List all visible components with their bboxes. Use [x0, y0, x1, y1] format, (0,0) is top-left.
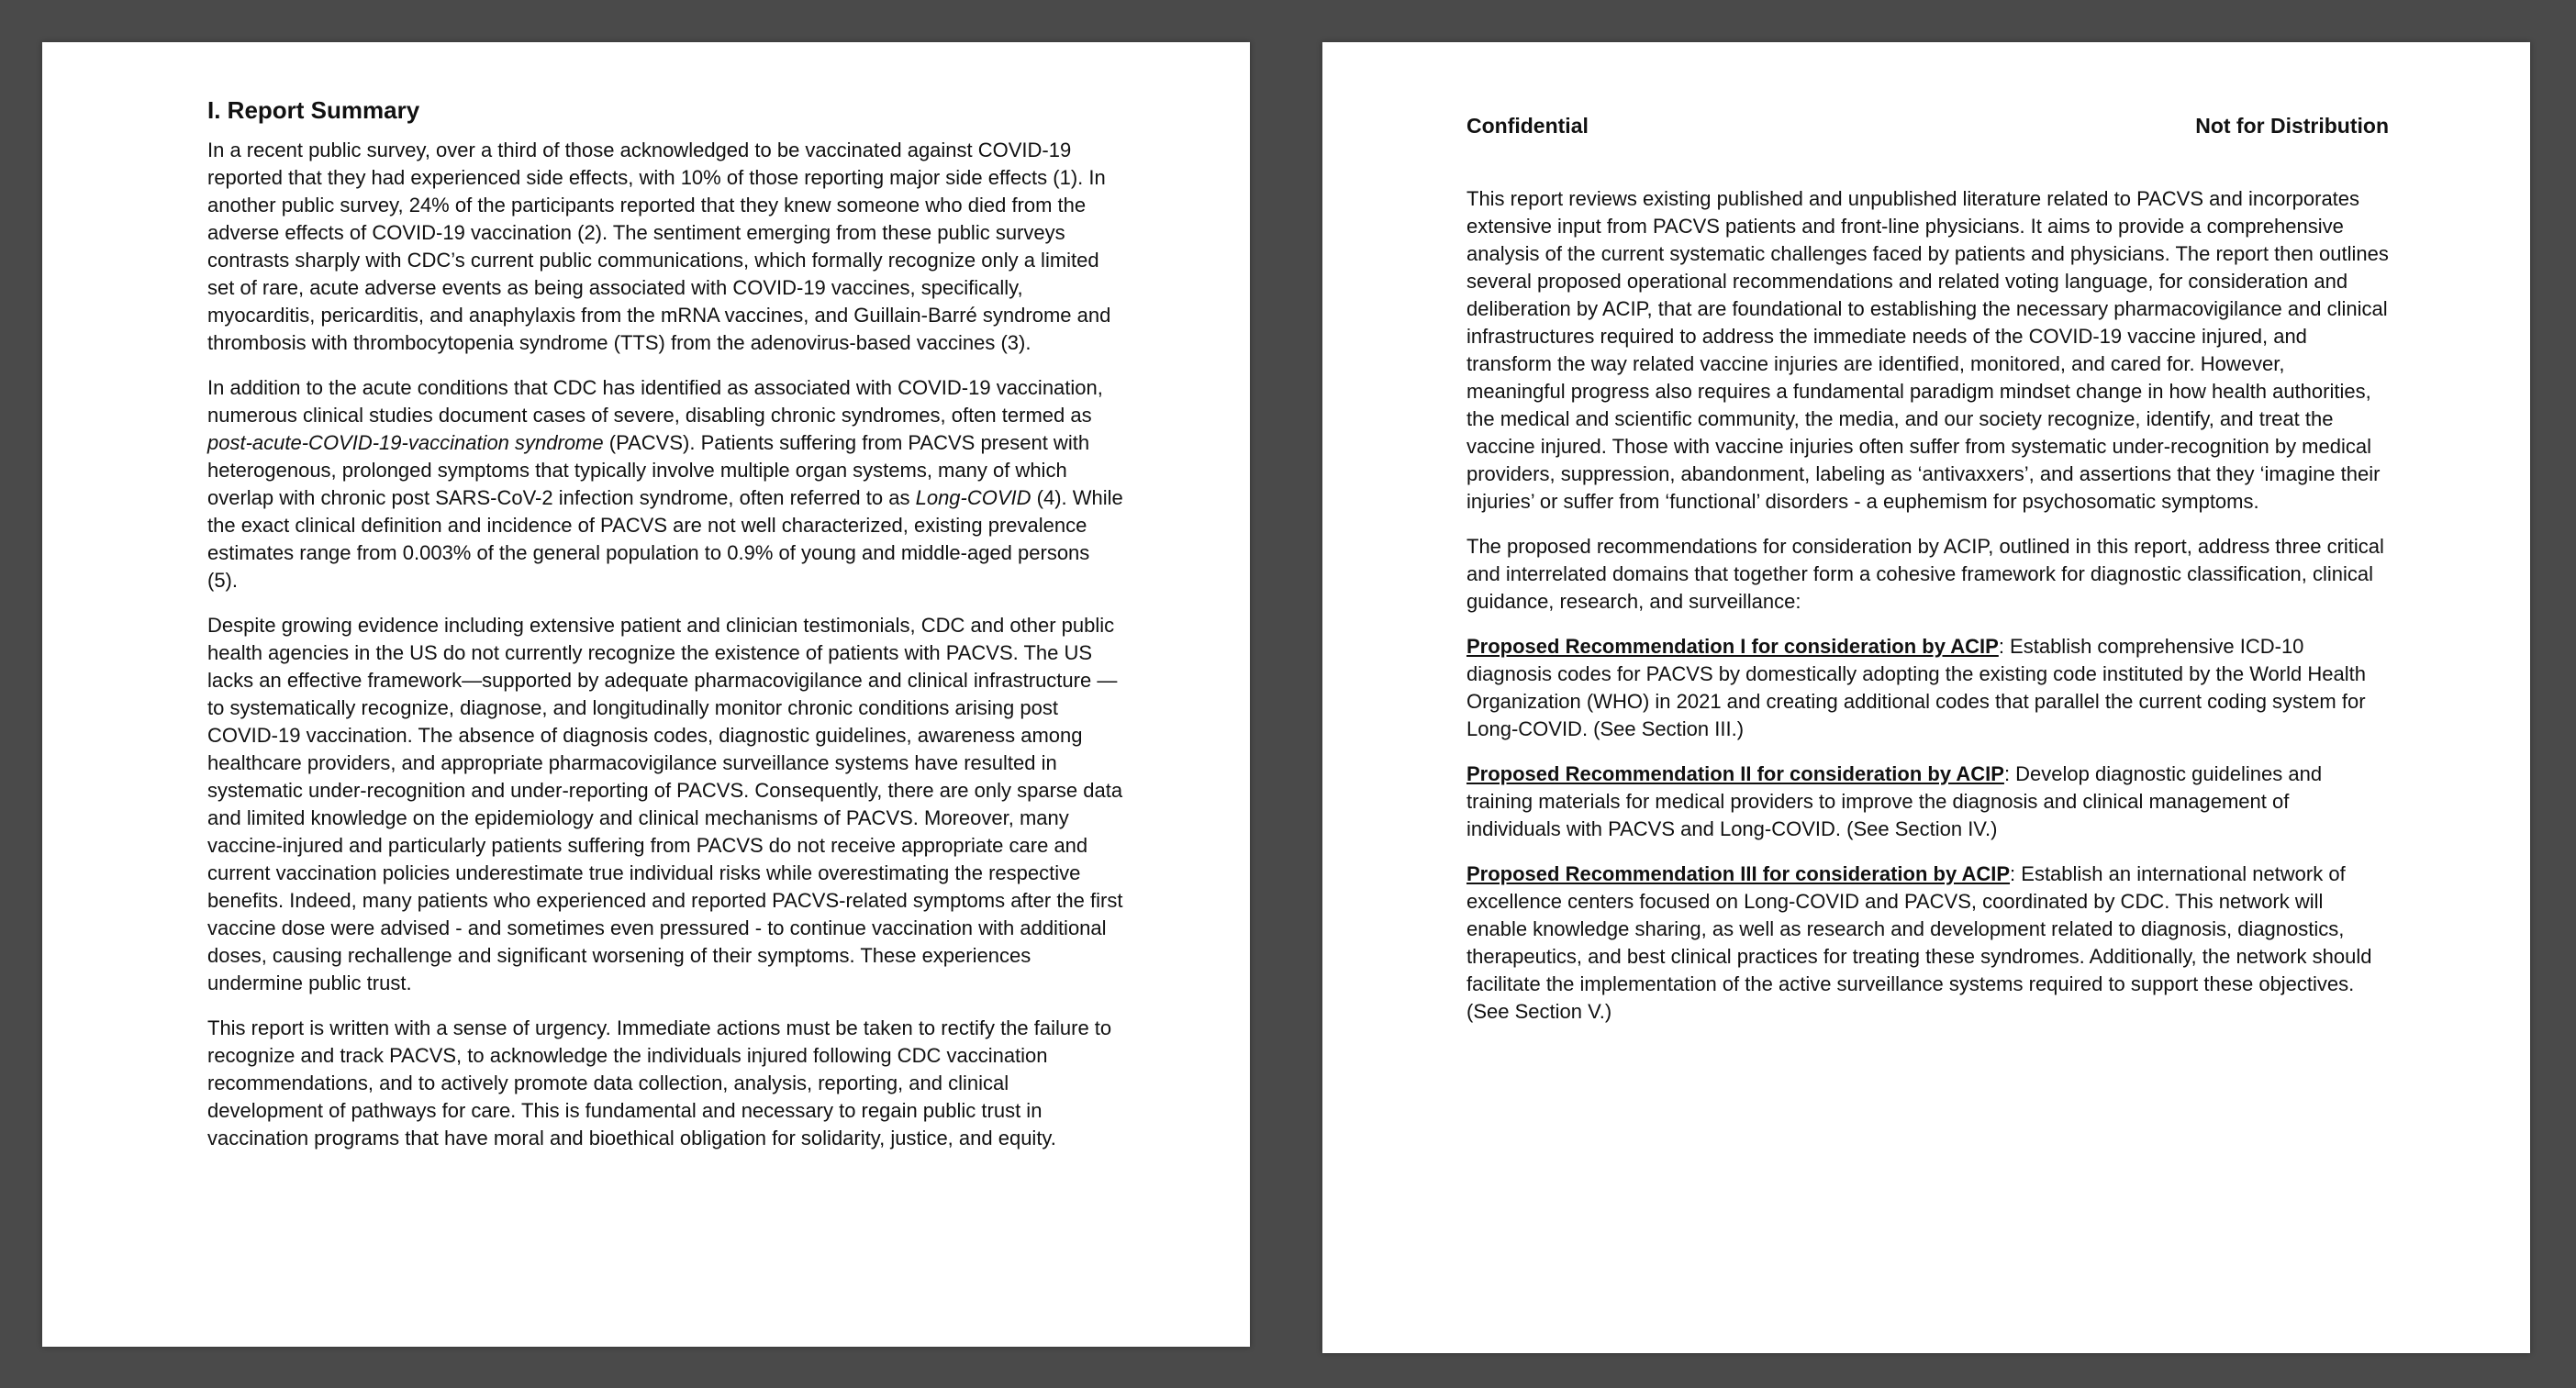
recommendation-3-text: : Establish an international network of excellence centers focused on Long-COVID and PACVS, coordinated by CDC. This network will enable knowledge sharing, as well as research and development related to diagnosis, diagnostics, therapeutics, and best clinical practices for treating these syndromes. Additionally, the network should facilitate the implementation of the active surveillance systems required to support these objectives. (See Section V.) [1466, 861, 2372, 1023]
recommendation-2 [1466, 761, 2389, 843]
page-header [1466, 114, 2389, 139]
page-content [1466, 114, 2389, 1043]
recommendation-3-title: Proposed Recommendation III for consideration by ACIP [1466, 861, 2011, 885]
paragraph-report-overview: This report reviews existing published and unpublished literature related to PACVS and incorporates extensive input from PACVS patients and front-line physicians. It aims to provide a comprehensive analysis of the current systematic challenges faced by patients and physicians. The report then outlines several proposed operational recommendations and related voting language, for consideration and deliberation by ACIP, that are foundational to establishing the necessary pharmacovigilance and clinical infrastructures required to address the immediate needs of the COVID-19 vaccine injured, and transform the way related vaccine injuries are identified, monitored, and cared for. However, meaningful progress also requires a fundamental paradigm mindset change in how health authorities, the medical and scientific community, the media, and our society recognize, identify, and treat the vaccine injured. Those with vaccine injuries often suffer from systematic under-recognition by medical providers, suppression, abandonment, labeling as ‘antivaxxers’, and assertions that they ‘imagine their injuries’ or suffer from ‘functional’ disorders - a euphemism for psychosomatic symptoms. [1466, 186, 2389, 513]
recommendation-2-title: Proposed Recommendation II for consideration by ACIP [1466, 761, 2004, 785]
italic-term-pacvs: post-acute-COVID-19-vaccination syndrome [207, 430, 604, 454]
section-heading: I. Report Summary [207, 96, 420, 124]
document-page-left [42, 42, 1250, 1347]
italic-term-long-covid: Long-COVID [915, 485, 1032, 509]
recommendation-1 [1466, 633, 2389, 743]
confidential-label: Confidential [1466, 114, 1589, 138]
text-run: (PACVS). Patients suffering from PACVS present with heterogenous, prolonged symptoms that typically involve multiple organ systems, many of which overlap with chronic post SARS-CoV-2 infection syndrome, often referred to as [207, 430, 1090, 509]
paragraph-evidence: Despite growing evidence including extensive patient and clinician testimonials, CDC and other public health agencies in the US do not currently recognize the existence of patients with PACVS. The US lacks an effective framework—supported by adequate pharmacovigilance and clinical infrastructure — to systematically recognize, diagnose, and longitudinally monitor chronic conditions arising post COVID-19 vaccination. The absence of diagnosis codes, diagnostic guidelines, awareness among healthcare providers, and appropriate pharmacovigilance surveillance systems have resulted in systematic under-recognition and under-reporting of PACVS. Consequently, there are only sparse data and limited knowledge on the epidemiology and clinical mechanisms of PACVS. Moreover, many vaccine-injured and particularly patients suffering from PACVS do not receive appropriate care and current vaccination policies underestimate true individual risks while overestimating the respective benefits. Indeed, many patients who experienced and reported PACVS-related symptoms after the first vaccine dose were advised - and sometimes even pressured - to continue vaccination with additional doses, causing rechallenge and significant worsening of their symptoms. These experiences undermine public trust. [207, 613, 1123, 994]
paragraph-pacvs-definition [207, 374, 1125, 594]
paragraph-domains: The proposed recommendations for consideration by ACIP, outlined in this report, address three critical and interrelated domains that together form a cohesive framework for diagnostic classification, clinical guidance, research, and surveillance: [1466, 534, 2384, 613]
text-run: (4). While the exact clinical definition and incidence of PACVS are not well characterized, existing prevalence estimates range from 0.003% of the general population to 0.9% of young and middle-aged persons (5). [207, 485, 1123, 592]
paragraph-survey: In a recent public survey, over a third of those acknowledged to be vaccinated against COVID-19 reported that they had experienced side effects, with 10% of those reporting major side effects (1). In another public survey, 24% of the participants reported that they knew someone who died from the adverse effects of COVID-19 vaccination (2). The sentiment emerging from these public surveys contrasts sharply with CDC’s current public communications, which formally recognize only a limited set of rare, acute adverse events as being associated with COVID-19 vaccines, specifically, myocarditis, pericarditis, and anaphylaxis from the mRNA vaccines, and Guillain-Barré syndrome and thrombosis with thrombocytopenia syndrome (TTS) from the adenovirus-based vaccines (3). [207, 138, 1111, 354]
paragraph-urgency: This report is written with a sense of urgency. Immediate actions must be taken to rectify the failure to recognize and track PACVS, to acknowledge the individuals injured following CDC vaccination recommendations, and to actively promote data collection, analysis, reporting, and clinical development of pathways for care. This is fundamental and necessary to regain public trust in vaccination programs that have moral and bioethical obligation for solidarity, justice, and equity. [207, 1016, 1112, 1149]
page-content [207, 95, 1125, 1170]
text-run: In addition to the acute conditions that CDC has identified as associated with COVID-19 vaccination, numerous clinical studies document cases of severe, disabling chronic syndromes, often termed as [207, 375, 1103, 427]
recommendation-1-title: Proposed Recommendation I for consideration by ACIP [1466, 634, 1999, 658]
recommendation-3 [1466, 861, 2389, 1026]
distribution-label: Not for Distribution [2195, 114, 2389, 138]
recommendation-1-text: : Establish comprehensive ICD-10 diagnosis codes for PACVS by domestically adopting the existing code instituted by the World Health Organization (WHO) in 2021 and creating additional codes that parallel the current coding system for Long-COVID. (See Section III.) [1466, 634, 2366, 740]
recommendation-2-text: : Develop diagnostic guidelines and training materials for medical providers to improve the diagnosis and clinical management of individuals with PACVS and Long-COVID. (See Section IV.) [1466, 761, 2323, 840]
document-page-right [1322, 42, 2530, 1353]
